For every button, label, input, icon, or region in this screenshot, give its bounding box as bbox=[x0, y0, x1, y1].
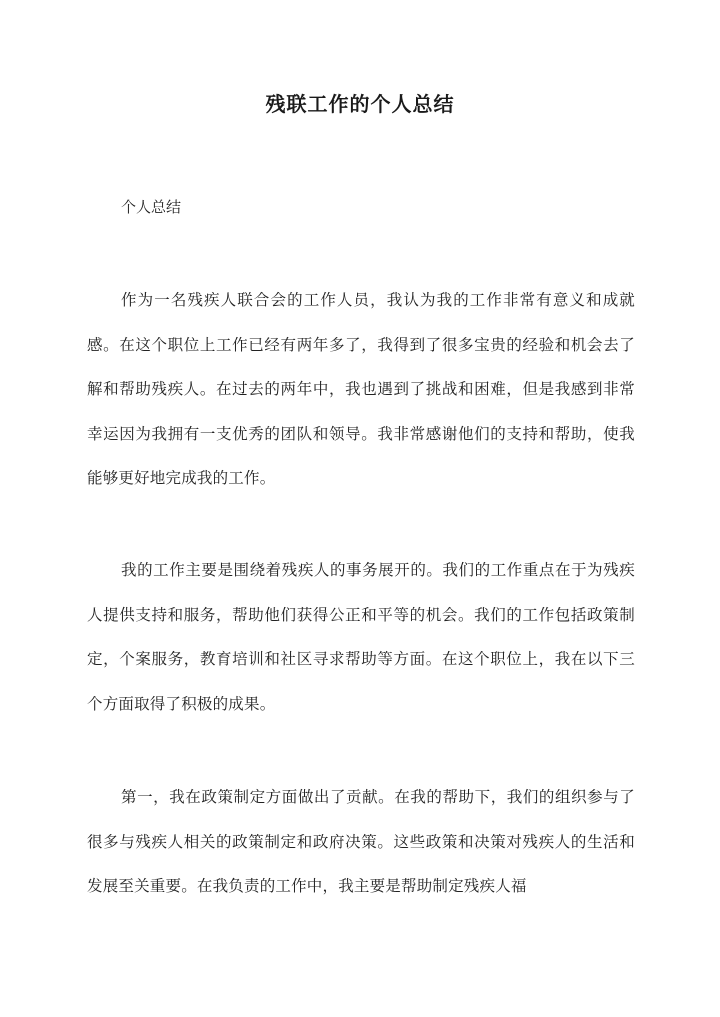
paragraph-1: 作为一名残疾人联合会的工作人员，我认为我的工作非常有意义和成就感。在这个职位上工作已经有两年多了，我得到了很多宝贵的经验和机会去了解和帮助残疾人。在过去的两年中，我也遇到了挑战和困难，但是我感到非常幸运因为我拥有一支优秀的团队和领导。我非常感谢他们的支持和帮助，使我能够更好地完成我的工作。 bbox=[87, 291, 635, 488]
paragraph-2: 我的工作主要是围绕着残疾人的事务展开的。我们的工作重点在于为残疾人提供支持和服务，帮助他们获得公正和平等的机会。我们的工作包括政策制定，个案服务，教育培训和社区寻求帮助等方面。在这个职位上，我在以下三个方面取得了积极的成果。 bbox=[87, 561, 635, 713]
document-subtitle: 个人总结 bbox=[121, 198, 182, 216]
document-title: 残联工作的个人总结 bbox=[265, 92, 455, 116]
paragraph-3: 第一，我在政策制定方面做出了贡献。在我的帮助下，我们的组织参与了很多与残疾人相关的政策制定和政府决策。这些政策和决策对残疾人的生活和发展至关重要。在我负责的工作中，我主要是帮助制定残疾人福 bbox=[87, 788, 635, 896]
